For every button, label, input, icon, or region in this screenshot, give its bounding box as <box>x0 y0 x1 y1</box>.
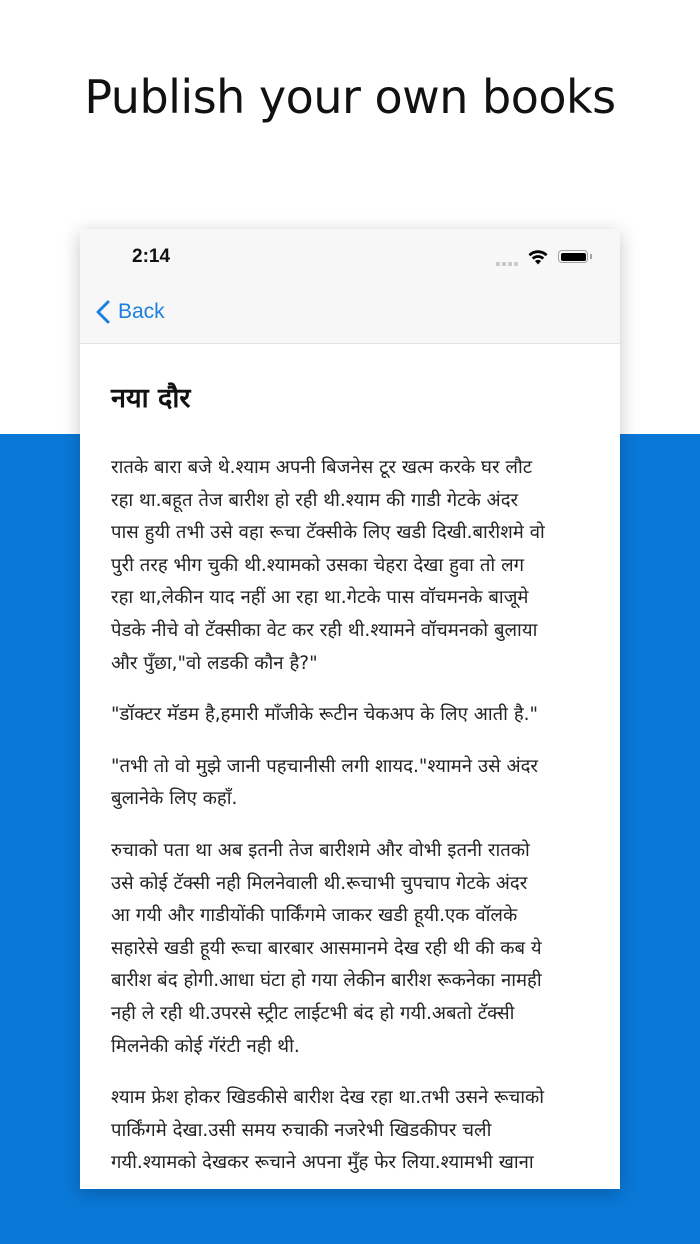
back-label: Back <box>118 300 165 323</box>
phone-screen <box>80 229 620 1189</box>
signal-dots-icon <box>496 262 518 266</box>
book-title: नया दौर <box>111 383 191 414</box>
status-time: 2:14 <box>132 246 171 267</box>
chevron-left-icon <box>94 299 112 325</box>
paragraph <box>111 452 590 680</box>
back-button[interactable] <box>94 299 165 325</box>
text-line: पुरी तरह भीग चुकी थी.श्यामको उसका चेहरा देखा हुवा तो लग <box>111 554 525 576</box>
battery-tip <box>590 254 592 259</box>
text-line: "डॉक्टर मॅडम है,हमारी माँजीके रूटीन चेकअप के लिए आती है." <box>111 704 539 726</box>
text-line: और पुँछा,"वो लडकी कौन है?" <box>111 652 318 674</box>
text-line: श्याम फ्रेश होकर खिडकीसे बारीश देख रहा था.तभी उसने रूचाको <box>111 1087 545 1109</box>
text-line: आ गयी और गाडीयोंकी पार्किंगमे जाकर खडी हूयी.एक वॉलके <box>111 905 518 927</box>
paragraph <box>111 699 590 732</box>
text-line: रहा था,लेकीन याद नहीं आ रहा था.गेटके पास वॉचमनके बाजूमे <box>111 587 529 609</box>
text-line: पार्किंगमे देखा.उसी समय रुचाकी नजरेभी खिडकीपर चली <box>111 1119 492 1141</box>
text-line: सहारेसे खडी हूयी रूचा बारबार आसमानमे देख रही थी की कब ये <box>111 937 542 959</box>
text-line: "तभी तो वो मुझे जानी पहचानीसी लगी शायद."श्यामने उसे अंदर <box>111 755 538 777</box>
text-line: गयी.श्यामको देखकर रूचाने अपना मुँह फेर लिया.श्यामभी खाना <box>111 1152 534 1174</box>
paragraph <box>111 835 590 1063</box>
text-line: पास हुयी तभी उसे वहा रूचा टॅक्सीके लिए खडी दिखी.बारीशमे वो <box>111 522 545 544</box>
text-line: बुलानेके लिए कहाँ. <box>111 788 238 810</box>
wifi-icon <box>527 248 549 266</box>
text-line: उसे कोई टॅक्सी नही मिलनेवाली थी.रूचाभी चुपचाप गेटके अंदर <box>111 872 528 894</box>
text-line: बारीश बंद होगी.आधा घंटा हो गया लेकीन बारीश रूकनेका नामही <box>111 970 542 992</box>
promo-headline: Publish your own books <box>84 70 616 124</box>
text-line: मिलनेकी कोई गॅरंटी नही थी. <box>111 1035 300 1057</box>
text-line: पेडके नीचे वो टॅक्सीका वेट कर रही थी.श्यामने वॉचमनको बुलाया <box>111 619 538 641</box>
book-reader-content[interactable] <box>80 344 620 1189</box>
navigation-bar <box>80 229 620 344</box>
battery-icon <box>558 250 588 263</box>
text-line: रुचाको पता था अब इतनी तेज बारीशमे और वोभी इतनी रातको <box>111 839 530 861</box>
text-line: रातके बारा बजे थे.श्याम अपनी बिजनेस टूर खत्म करके घर लौट <box>111 457 533 478</box>
paragraph <box>111 1082 590 1180</box>
text-line: रहा था.बहूत तेज बारीश हो रही थी.श्याम की गाडी गेटके अंदर <box>111 489 519 511</box>
paragraph <box>111 751 590 816</box>
text-line: नही ले रही थी.उपरसे स्ट्रीट लाईटभी बंद हो गयी.अबतो टॅक्सी <box>111 1002 515 1024</box>
